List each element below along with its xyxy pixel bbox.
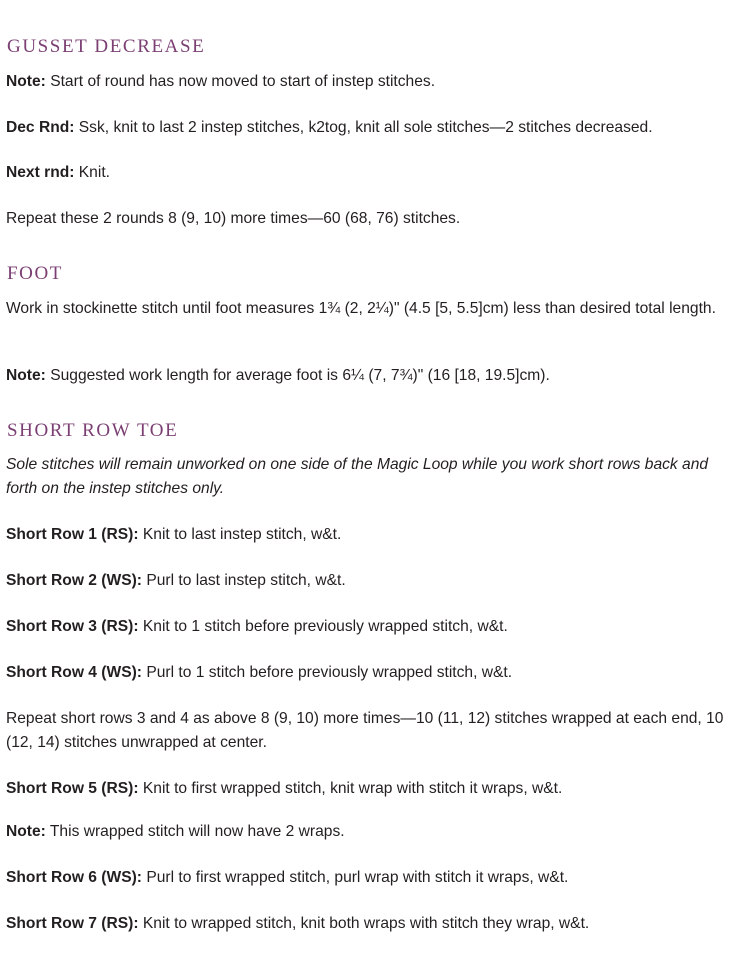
- short-row-1: [6, 523, 741, 547]
- short-row-1-text: Knit to last instep stitch, w&t.: [138, 526, 342, 543]
- short-row-6: [6, 866, 741, 890]
- short-row-6-label: Short Row 6 (WS):: [6, 869, 142, 886]
- short-row-7-label: Short Row 7 (RS):: [6, 915, 139, 932]
- short-row-3: [6, 615, 741, 639]
- gusset-note: [6, 70, 741, 94]
- short-row-3-text: Knit to 1 stitch before previously wrapped stitch, w&t.: [138, 618, 508, 635]
- short-row-1-label: Short Row 1 (RS):: [6, 526, 139, 543]
- short-row-5: [6, 777, 741, 801]
- next-rnd-instruction: [6, 161, 741, 185]
- dec-rnd-label: Dec Rnd:: [6, 119, 75, 136]
- dec-rnd-text: Ssk, knit to last 2 instep stitches, k2tog, knit all sole stitches—2 stitches decreased.: [74, 119, 653, 136]
- short-row-2-text: Purl to last instep stitch, w&t.: [142, 572, 346, 589]
- short-row-2: [6, 569, 741, 593]
- short-row-7-text: Knit to wrapped stitch, knit both wraps with stitch they wrap, w&t.: [138, 915, 590, 932]
- short-row-6-text: Purl to first wrapped stitch, purl wrap with stitch it wraps, w&t.: [142, 869, 569, 886]
- short-row-4-text: Purl to 1 stitch before previously wrapped stitch, w&t.: [142, 664, 513, 681]
- short-row-5-label: Short Row 5 (RS):: [6, 780, 139, 797]
- toe-note-text: This wrapped stitch will now have 2 wraps.: [45, 823, 345, 840]
- gusset-decrease-heading: GUSSET DECREASE: [7, 36, 206, 57]
- foot-note: [6, 364, 741, 388]
- short-row-toe-heading: SHORT ROW TOE: [7, 420, 179, 441]
- short-row-3-label: Short Row 3 (RS):: [6, 618, 139, 635]
- toe-intro: Sole stitches will remain unworked on one side of the Magic Loop while you work short rows back and forth on the instep stitches only.: [6, 456, 709, 497]
- foot-note-text: Suggested work length for average foot is 6¼ (7, 7¾)" (16 [18, 19.5]cm).: [45, 367, 550, 384]
- foot-note-label: Note:: [6, 367, 46, 384]
- toe-note: [6, 820, 741, 844]
- short-row-5-text: Knit to first wrapped stitch, knit wrap with stitch it wraps, w&t.: [138, 780, 563, 797]
- short-row-4: [6, 661, 741, 685]
- gusset-repeat-instruction: Repeat these 2 rounds 8 (9, 10) more times—60 (68, 76) stitches.: [6, 210, 461, 227]
- foot-work-instruction: Work in stockinette stitch until foot measures 1¾ (2, 2¼)" (4.5 [5, 5.5]cm) less than desired total length.: [6, 300, 716, 317]
- gusset-note-label: Note:: [6, 73, 46, 90]
- gusset-note-text: Start of round has now moved to start of instep stitches.: [45, 73, 436, 90]
- short-row-4-label: Short Row 4 (WS):: [6, 664, 142, 681]
- foot-heading: FOOT: [7, 263, 64, 284]
- toe-repeat-instruction: Repeat short rows 3 and 4 as above 8 (9, 10) more times—10 (11, 12) stitches wrapped at each end, 10 (12, 14) stitches unwrapped at center.: [6, 710, 724, 751]
- toe-note-label: Note:: [6, 823, 46, 840]
- short-row-2-label: Short Row 2 (WS):: [6, 572, 142, 589]
- dec-rnd-instruction: [6, 116, 741, 140]
- next-rnd-text: Knit.: [74, 164, 110, 181]
- short-row-7: [6, 912, 741, 936]
- next-rnd-label: Next rnd:: [6, 164, 75, 181]
